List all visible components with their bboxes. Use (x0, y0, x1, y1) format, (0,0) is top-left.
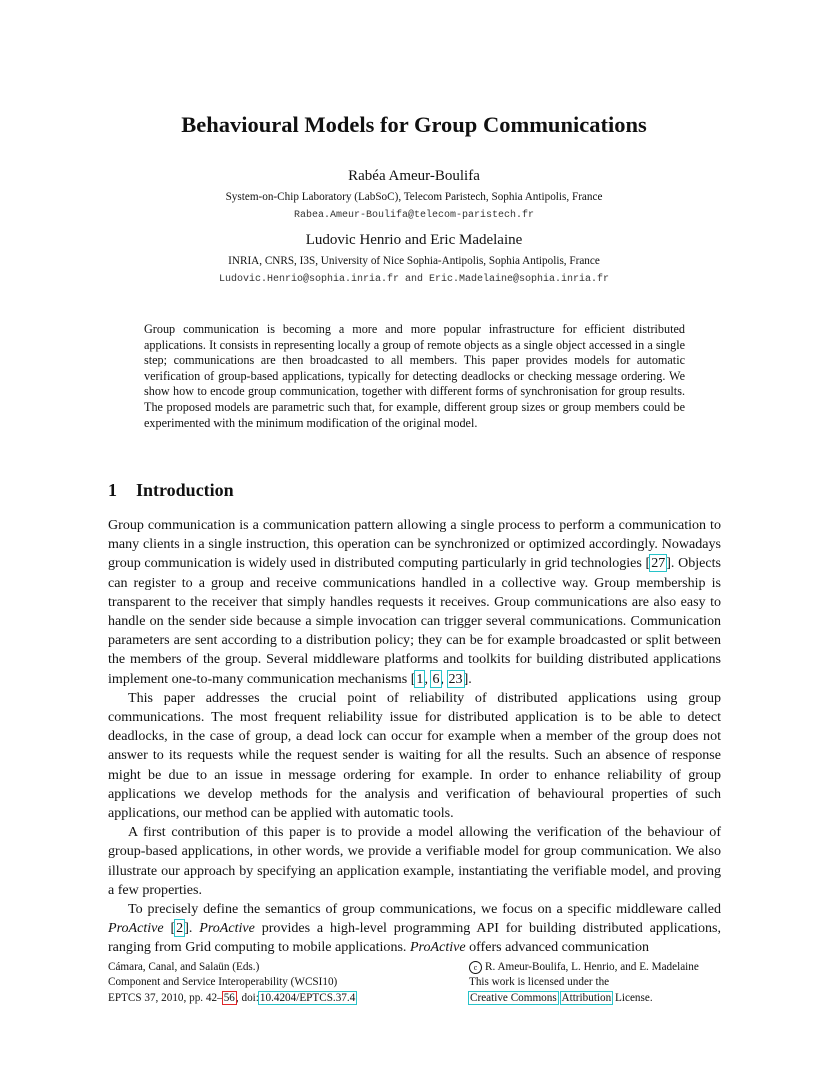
citation-link[interactable]: 23 (448, 670, 463, 687)
section-heading (108, 480, 234, 501)
copyright-icon: c (469, 961, 482, 974)
author-email-1: Rabea.Ameur-Boulifa@telecom-paristech.fr (293, 210, 535, 221)
footer-copyright (469, 960, 749, 975)
footer-eptcs-text: EPTCS 37, 2010, pp. 42– (108, 991, 223, 1004)
abstract: Group communication is becoming a more and more popular infrastructure for efficient distributed applications. It consists in representing locally a group of remote objects as a single object accessed in a single step; communications are then broadcasted to all members. This paper provides models for automatic verification of group-based applications, typically for detecting deadlocks or checking message ordering. We show how to encode group communication, together with different forms of synchronisation for group results. The proposed models are parametric such that, for example, different group sizes or group members could be experimented with the minimum modification of the original model. (144, 322, 685, 430)
footer-doi-label: , doi: (235, 991, 259, 1004)
attribution-link[interactable]: Attribution (561, 991, 612, 1004)
paragraph-4 (108, 900, 721, 958)
paragraph-2: This paper addresses the crucial point of reliability of distributed applications using group communications. The most frequent reliability issue for distributed application is to be able to detect deadlocks, in the case of group, a dead lock can occur for example when a member of the group does not answer to its requests while the request sender is waiting for all the results. Such an absence of response might be due to an issue in message ordering for example. In order to enhance reliability of group applications we develop methods for the analysis and verification of behavioural properties of such applications, our method can be applied with automatic tools. (108, 689, 721, 822)
paragraph-text: To precisely define the semantics of group communications, we focus on a specific middleware called (128, 901, 721, 918)
author-name-1: Rabéa Ameur-Boulifa (348, 168, 480, 184)
emphasis: ProActive (199, 920, 255, 937)
paragraph-1 (108, 516, 721, 689)
paper-title: Behavioural Models for Group Communications (181, 112, 647, 137)
footer-license-links (469, 991, 749, 1006)
footer-editors: Cámara, Canal, and Salaün (Eds.) (108, 961, 260, 973)
paragraph-text: ]. Objects can register to a group and receive communications handled in a collective way. Group membership is transparent to the receiver that simply handles requests it receives. Group communications are also easy to handle on the sender side because a simple invocation can trigger several communications. Communication parameters are sent according to a distribution policy; they can be for example broadcasted or split between the members of the group. Several middleware platforms and toolkits for building distributed applications implement one-to-many communication mechanisms [ (108, 555, 721, 687)
footer-eptcs (108, 991, 438, 1006)
last-page-link[interactable]: 56 (223, 991, 235, 1004)
footer-publication-info (108, 960, 438, 1006)
emphasis: ProActive (108, 920, 164, 937)
author-name-2: Ludovic Henrio and Eric Madelaine (305, 232, 523, 248)
paragraph-text: Group communication is a communication pattern allowing a single process to perform a communication to many clients in a single instruction, this operation can be synchronized or optimized accordingly. Nowadays group communication is widely used in distributed computing particularly in grid technologies [ (108, 517, 721, 572)
paragraph-text: ]. (184, 920, 200, 937)
section-number: 1 (108, 480, 117, 500)
paragraph-text: provides a high-level programming API for building distributed applications, ranging from Grid computing to mobile applications. (108, 920, 721, 956)
body-text (108, 516, 721, 958)
paragraph-text: offers advanced communication (465, 939, 650, 956)
license-suffix: License. (612, 991, 653, 1004)
paragraph-text: ]. (463, 670, 472, 687)
creative-commons-link[interactable]: Creative Commons (470, 991, 557, 1004)
emphasis: ProActive (409, 939, 466, 956)
paragraph-3: A first contribution of this paper is to provide a model allowing the verification of the behaviour of group-based applications, in other words, we provide a verifiable model for group communication. We also illustrate our approach by specifying an application example, instantiating the verifiable model, and proving a few properties. (108, 824, 721, 898)
copyright-holders: R. Ameur-Boulifa, L. Henrio, and E. Madelaine (485, 961, 699, 973)
author-email-2: Ludovic.Henrio@sophia.inria.fr and Eric.Madelaine@sophia.inria.fr (218, 274, 610, 285)
author-affiliation-2: INRIA, CNRS, I3S, University of Nice Sophia-Antipolis, Sophia Antipolis, France (228, 255, 600, 267)
footer-license-info (469, 960, 749, 1006)
footer-venue: Component and Service Interoperability (WCSI10) (108, 976, 338, 989)
citation-link[interactable]: 6 (432, 670, 440, 687)
footer-license-line: This work is licensed under the (469, 976, 610, 989)
section-title: Introduction (136, 480, 234, 500)
citation-link[interactable]: 1 (416, 670, 424, 687)
citation-separator: , (424, 670, 432, 687)
citation-link[interactable]: 2 (176, 920, 184, 937)
author-affiliation-1: System-on-Chip Laboratory (LabSoC), Telecom Paristech, Sophia Antipolis, France (225, 191, 603, 203)
citation-separator: , (440, 670, 448, 687)
doi-link[interactable]: 10.4204/EPTCS.37.4 (259, 991, 356, 1004)
citation-link[interactable]: 27 (651, 555, 666, 572)
paragraph-text: [ (163, 920, 176, 937)
